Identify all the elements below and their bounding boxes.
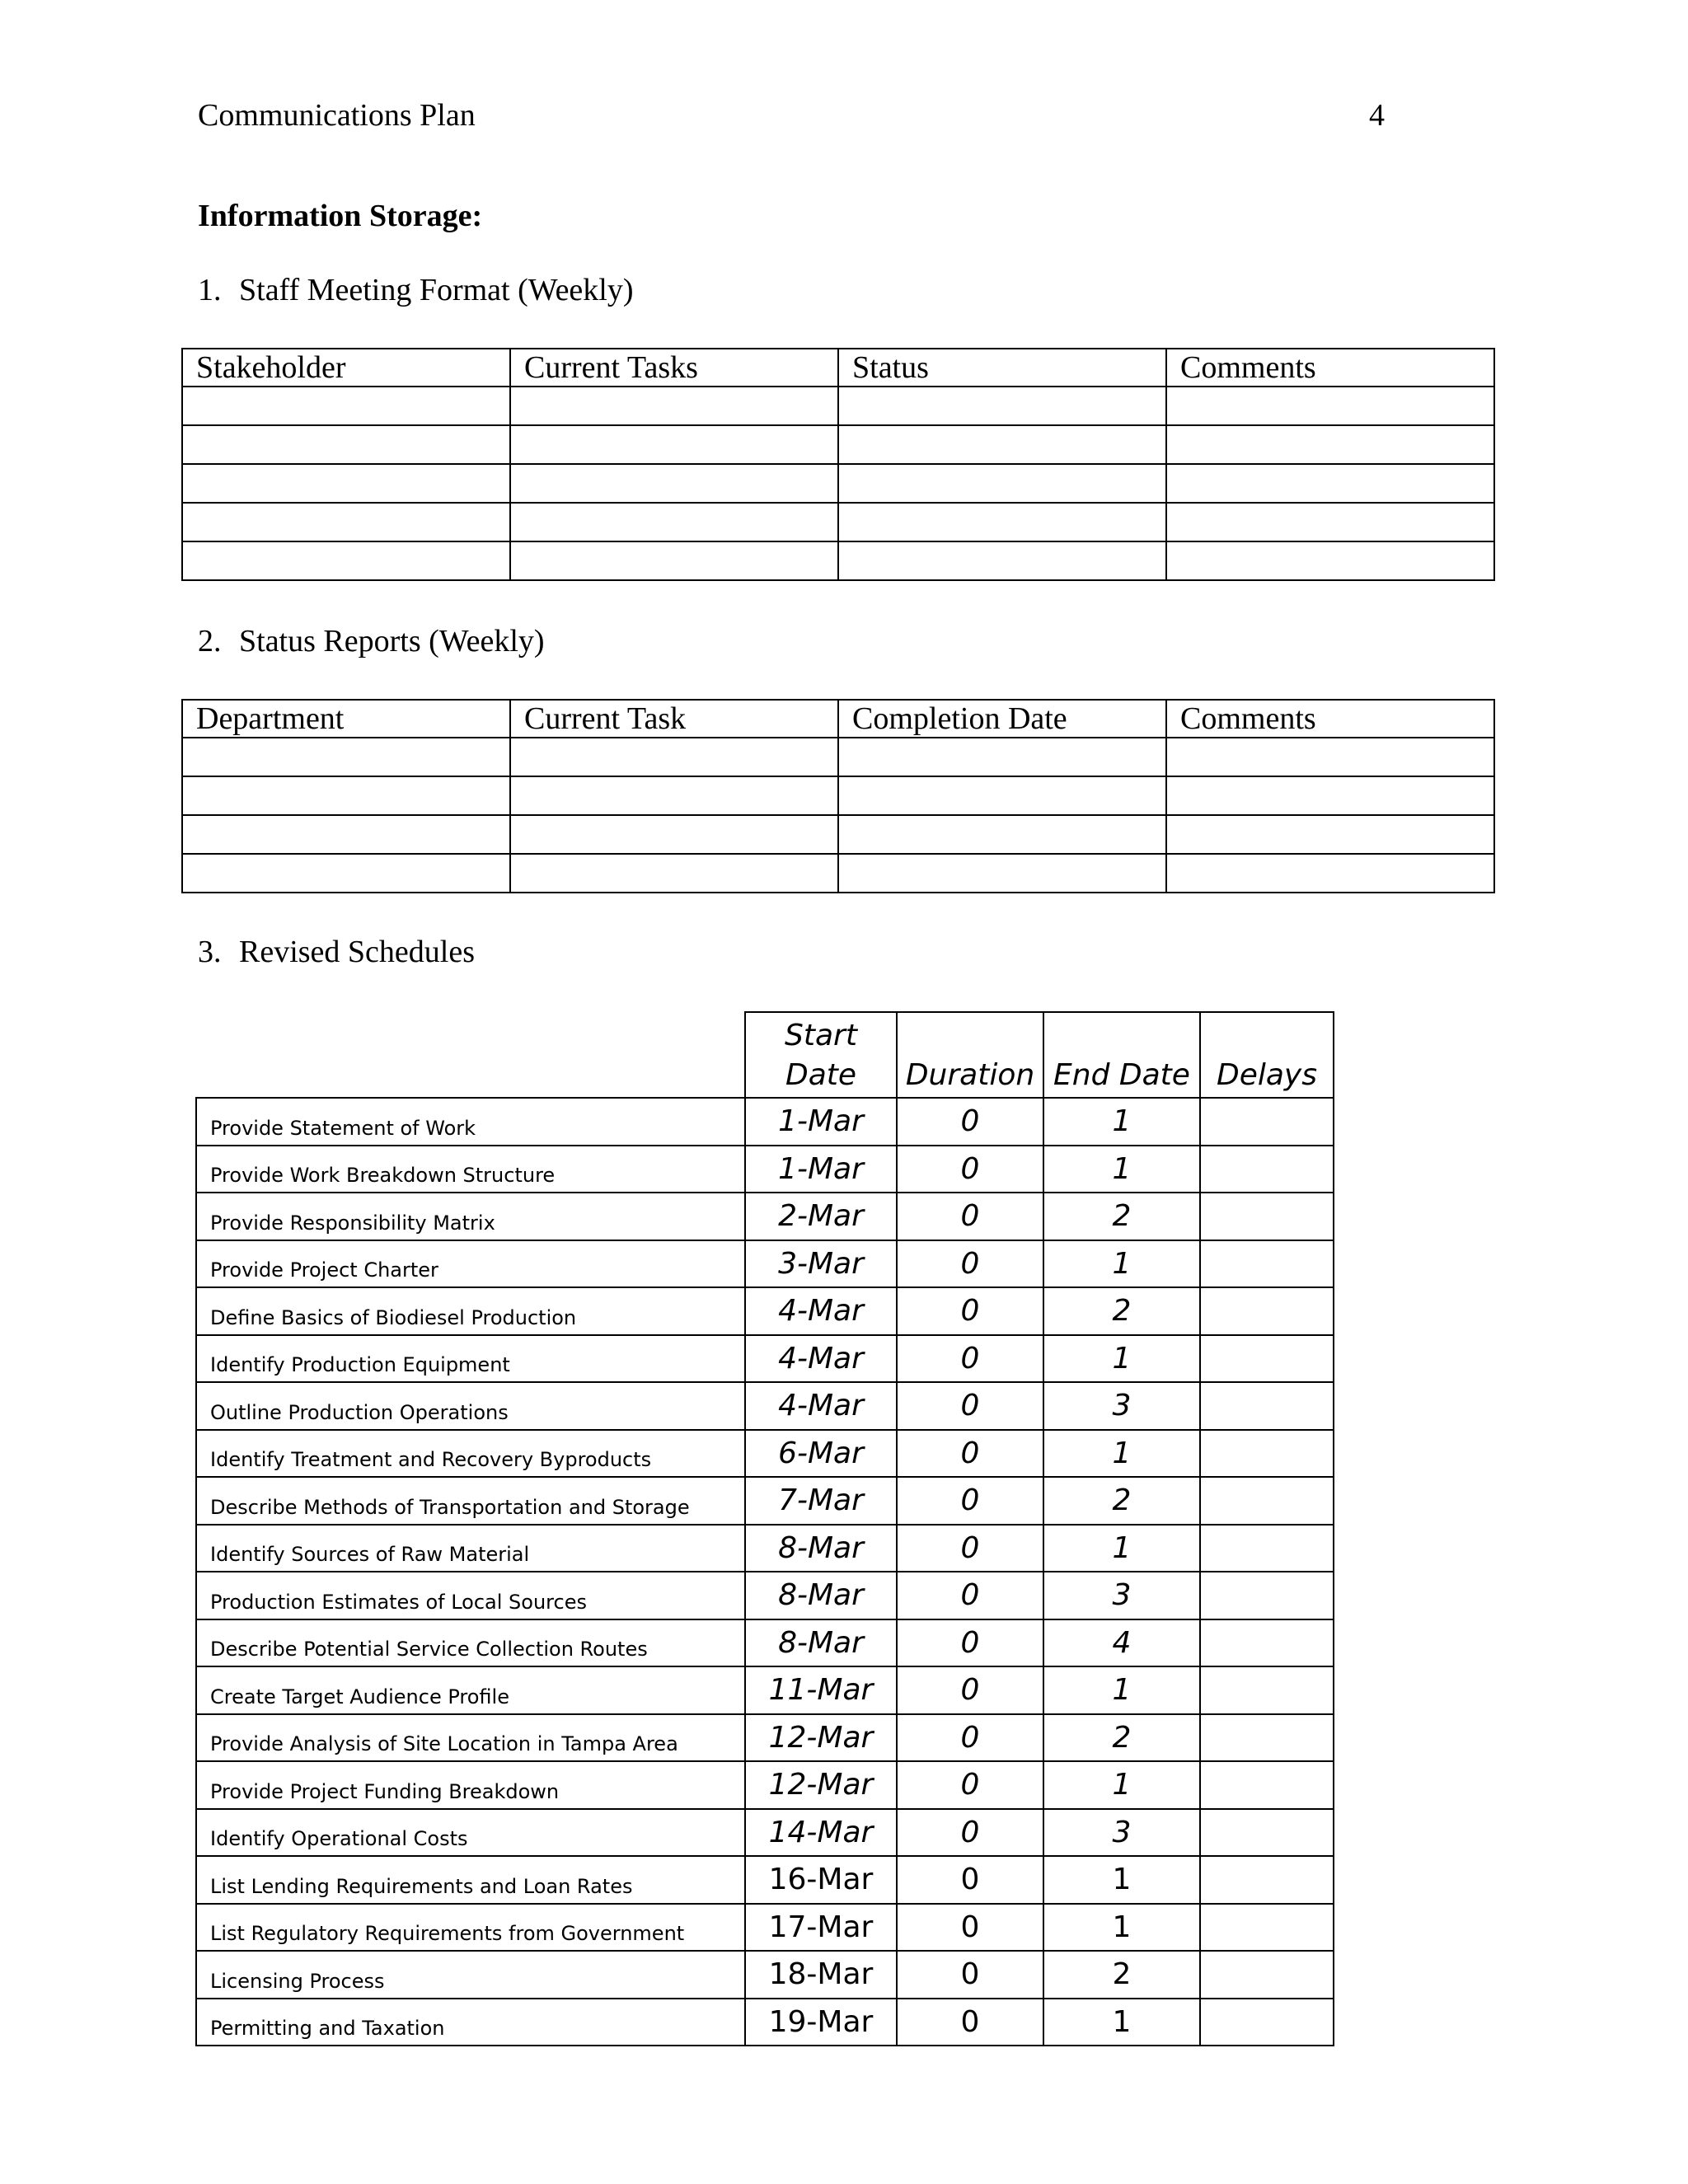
schedule-row — [196, 1477, 1334, 1525]
empty-cell — [182, 464, 510, 503]
schedule-row — [196, 1240, 1334, 1288]
schedule-row — [196, 1335, 1334, 1383]
delays-cell — [1200, 1193, 1334, 1240]
empty-cell — [182, 815, 510, 854]
column-header: Comments — [1166, 349, 1494, 387]
column-header: Completion Date — [838, 700, 1166, 738]
delays-cell — [1200, 1335, 1334, 1383]
status-reports-table — [181, 699, 1495, 893]
staff-meeting-heading — [198, 272, 634, 308]
schedule-row — [196, 1619, 1334, 1667]
end-date-cell: 4 — [1043, 1619, 1200, 1667]
duration-cell: 0 — [897, 1335, 1043, 1383]
revised-schedules-heading — [198, 934, 475, 970]
empty-cell — [510, 387, 838, 425]
task-name-cell: Provide Statement of Work — [196, 1098, 745, 1146]
running-title: Communications Plan — [198, 98, 476, 133]
schedule-row — [196, 1193, 1334, 1240]
empty-cell — [838, 541, 1166, 580]
duration-cell: 0 — [897, 1287, 1043, 1335]
empty-cell — [510, 541, 838, 580]
end-date-cell: 1 — [1043, 1430, 1200, 1478]
empty-cell — [1166, 541, 1494, 580]
start-date-cell: 12-Mar — [745, 1761, 897, 1809]
duration-cell: 0 — [897, 1761, 1043, 1809]
delays-cell — [1200, 1761, 1334, 1809]
duration-cell: 0 — [897, 1714, 1043, 1762]
delays-cell — [1200, 1146, 1334, 1193]
task-name-cell: Identify Treatment and Recovery Byproducts — [196, 1430, 745, 1478]
schedule-row — [196, 1904, 1334, 1952]
delays-cell — [1200, 1904, 1334, 1952]
empty-cell — [182, 776, 510, 815]
schedule-row — [196, 1525, 1334, 1572]
task-name-cell: Identify Operational Costs — [196, 1809, 745, 1857]
task-name-cell: Identify Production Equipment — [196, 1335, 745, 1383]
start-date-cell: 4-Mar — [745, 1382, 897, 1430]
start-date-cell: 3-Mar — [745, 1240, 897, 1288]
end-date-cell: 1 — [1043, 1240, 1200, 1288]
table-row — [182, 464, 1494, 503]
table-row — [182, 503, 1494, 541]
end-date-cell: 2 — [1043, 1714, 1200, 1762]
empty-cell — [1166, 776, 1494, 815]
duration-cell: 0 — [897, 1951, 1043, 1999]
empty-cell — [510, 854, 838, 893]
blank-header-cell — [196, 1012, 745, 1098]
schedule-row — [196, 1098, 1334, 1146]
end-date-cell: 1 — [1043, 1098, 1200, 1146]
delays-cell — [1200, 1098, 1334, 1146]
start-date-cell: 8-Mar — [745, 1572, 897, 1619]
empty-cell — [1166, 464, 1494, 503]
empty-cell — [838, 387, 1166, 425]
empty-cell — [182, 425, 510, 464]
empty-cell — [1166, 387, 1494, 425]
empty-cell — [182, 503, 510, 541]
empty-cell — [182, 854, 510, 893]
task-name-cell: Permitting and Taxation — [196, 1999, 745, 2046]
delays-cell — [1200, 1525, 1334, 1572]
item-title: Staff Meeting Format (Weekly) — [239, 273, 634, 307]
duration-cell: 0 — [897, 1098, 1043, 1146]
schedule-row — [196, 1714, 1334, 1762]
start-date-cell: 18-Mar — [745, 1951, 897, 1999]
start-date-cell: 14-Mar — [745, 1809, 897, 1857]
column-header: Department — [182, 700, 510, 738]
schedule-row — [196, 1666, 1334, 1714]
end-date-cell: 1 — [1043, 1146, 1200, 1193]
empty-cell — [838, 854, 1166, 893]
end-date-cell: 3 — [1043, 1572, 1200, 1619]
task-name-cell: List Regulatory Requirements from Government — [196, 1904, 745, 1952]
delays-cell — [1200, 1999, 1334, 2046]
column-header: Current Tasks — [510, 349, 838, 387]
end-date-cell: 1 — [1043, 1761, 1200, 1809]
column-header: Stakeholder — [182, 349, 510, 387]
column-header-duration: Duration — [897, 1012, 1043, 1098]
page-number: 4 — [1369, 98, 1385, 133]
task-name-cell: Define Basics of Biodiesel Production — [196, 1287, 745, 1335]
schedule-row — [196, 1951, 1334, 1999]
schedule-row — [196, 1572, 1334, 1619]
start-date-cell: 4-Mar — [745, 1287, 897, 1335]
empty-cell — [838, 503, 1166, 541]
table-row — [182, 541, 1494, 580]
schedule-row — [196, 1856, 1334, 1904]
duration-cell: 0 — [897, 1146, 1043, 1193]
empty-cell — [838, 776, 1166, 815]
empty-cell — [510, 425, 838, 464]
schedule-row — [196, 1146, 1334, 1193]
end-date-cell: 1 — [1043, 1999, 1200, 2046]
end-date-cell: 2 — [1043, 1287, 1200, 1335]
schedule-row — [196, 1287, 1334, 1335]
item-number: 1. — [198, 273, 222, 307]
end-date-cell: 2 — [1043, 1477, 1200, 1525]
schedule-row — [196, 1999, 1334, 2046]
delays-cell — [1200, 1666, 1334, 1714]
task-name-cell: Provide Work Breakdown Structure — [196, 1146, 745, 1193]
end-date-cell: 1 — [1043, 1856, 1200, 1904]
empty-cell — [1166, 738, 1494, 776]
task-name-cell: Create Target Audience Profile — [196, 1666, 745, 1714]
item-title: Status Reports (Weekly) — [239, 624, 545, 658]
task-name-cell: Licensing Process — [196, 1951, 745, 1999]
delays-cell — [1200, 1477, 1334, 1525]
duration-cell: 0 — [897, 1382, 1043, 1430]
empty-cell — [838, 815, 1166, 854]
duration-cell: 0 — [897, 1666, 1043, 1714]
task-name-cell: Outline Production Operations — [196, 1382, 745, 1430]
delays-cell — [1200, 1572, 1334, 1619]
column-header-end-date: End Date — [1043, 1012, 1200, 1098]
item-title: Revised Schedules — [239, 935, 476, 969]
column-header: Current Task — [510, 700, 838, 738]
table-row — [182, 815, 1494, 854]
duration-cell: 0 — [897, 1999, 1043, 2046]
empty-cell — [1166, 854, 1494, 893]
start-date-cell: 19-Mar — [745, 1999, 897, 2046]
duration-cell: 0 — [897, 1525, 1043, 1572]
empty-cell — [838, 425, 1166, 464]
column-header: Status — [838, 349, 1166, 387]
end-date-cell: 3 — [1043, 1382, 1200, 1430]
task-name-cell: Identify Sources of Raw Material — [196, 1525, 745, 1572]
duration-cell: 0 — [897, 1477, 1043, 1525]
task-name-cell: Provide Project Charter — [196, 1240, 745, 1288]
start-date-cell: 6-Mar — [745, 1430, 897, 1478]
task-name-cell: Provide Project Funding Breakdown — [196, 1761, 745, 1809]
delays-cell — [1200, 1809, 1334, 1857]
end-date-cell: 1 — [1043, 1525, 1200, 1572]
duration-cell: 0 — [897, 1193, 1043, 1240]
start-date-cell: 8-Mar — [745, 1619, 897, 1667]
start-date-cell: 8-Mar — [745, 1525, 897, 1572]
duration-cell: 0 — [897, 1240, 1043, 1288]
duration-cell: 0 — [897, 1856, 1043, 1904]
column-header-delays: Delays — [1200, 1012, 1334, 1098]
schedule-row — [196, 1761, 1334, 1809]
empty-cell — [182, 738, 510, 776]
delays-cell — [1200, 1714, 1334, 1762]
duration-cell: 0 — [897, 1619, 1043, 1667]
end-date-cell: 3 — [1043, 1809, 1200, 1857]
delays-cell — [1200, 1951, 1334, 1999]
delays-cell — [1200, 1856, 1334, 1904]
start-date-cell: 11-Mar — [745, 1666, 897, 1714]
table-row — [182, 387, 1494, 425]
start-date-cell: 2-Mar — [745, 1193, 897, 1240]
empty-cell — [510, 776, 838, 815]
running-head — [198, 97, 1385, 138]
start-date-cell: 1-Mar — [745, 1146, 897, 1193]
column-header: Comments — [1166, 700, 1494, 738]
duration-cell: 0 — [897, 1572, 1043, 1619]
table-row — [182, 854, 1494, 893]
column-header-start-date: Start Date — [745, 1012, 897, 1098]
start-date-cell: 17-Mar — [745, 1904, 897, 1952]
end-date-cell: 2 — [1043, 1193, 1200, 1240]
empty-cell — [510, 815, 838, 854]
delays-cell — [1200, 1382, 1334, 1430]
delays-cell — [1200, 1619, 1334, 1667]
start-date-cell: 12-Mar — [745, 1714, 897, 1762]
start-date-cell: 1-Mar — [745, 1098, 897, 1146]
empty-cell — [1166, 503, 1494, 541]
end-date-cell: 1 — [1043, 1904, 1200, 1952]
task-name-cell: Describe Methods of Transportation and Storage — [196, 1477, 745, 1525]
duration-cell: 0 — [897, 1430, 1043, 1478]
staff-meeting-table — [181, 348, 1495, 581]
start-date-cell: 4-Mar — [745, 1335, 897, 1383]
end-date-cell: 1 — [1043, 1666, 1200, 1714]
task-name-cell: List Lending Requirements and Loan Rates — [196, 1856, 745, 1904]
schedule-row — [196, 1430, 1334, 1478]
empty-cell — [838, 464, 1166, 503]
schedule-row — [196, 1382, 1334, 1430]
start-date-cell: 7-Mar — [745, 1477, 897, 1525]
item-number: 3. — [198, 935, 222, 969]
section-heading: Information Storage: — [198, 199, 483, 233]
duration-cell: 0 — [897, 1809, 1043, 1857]
end-date-cell: 2 — [1043, 1951, 1200, 1999]
table-row — [182, 425, 1494, 464]
empty-cell — [1166, 425, 1494, 464]
delays-cell — [1200, 1430, 1334, 1478]
empty-cell — [510, 464, 838, 503]
table-row — [182, 738, 1494, 776]
item-number: 2. — [198, 624, 222, 658]
duration-cell: 0 — [897, 1904, 1043, 1952]
task-name-cell: Provide Analysis of Site Location in Tampa Area — [196, 1714, 745, 1762]
table-row — [182, 776, 1494, 815]
start-date-cell: 16-Mar — [745, 1856, 897, 1904]
status-reports-heading — [198, 623, 545, 659]
delays-cell — [1200, 1287, 1334, 1335]
task-name-cell: Production Estimates of Local Sources — [196, 1572, 745, 1619]
empty-cell — [510, 738, 838, 776]
delays-cell — [1200, 1240, 1334, 1288]
task-name-cell: Describe Potential Service Collection Routes — [196, 1619, 745, 1667]
empty-cell — [1166, 815, 1494, 854]
task-name-cell: Provide Responsibility Matrix — [196, 1193, 745, 1240]
end-date-cell: 1 — [1043, 1335, 1200, 1383]
schedule-row — [196, 1809, 1334, 1857]
revised-schedules-table — [195, 1011, 1334, 2046]
empty-cell — [510, 503, 838, 541]
empty-cell — [182, 541, 510, 580]
empty-cell — [838, 738, 1166, 776]
empty-cell — [182, 387, 510, 425]
